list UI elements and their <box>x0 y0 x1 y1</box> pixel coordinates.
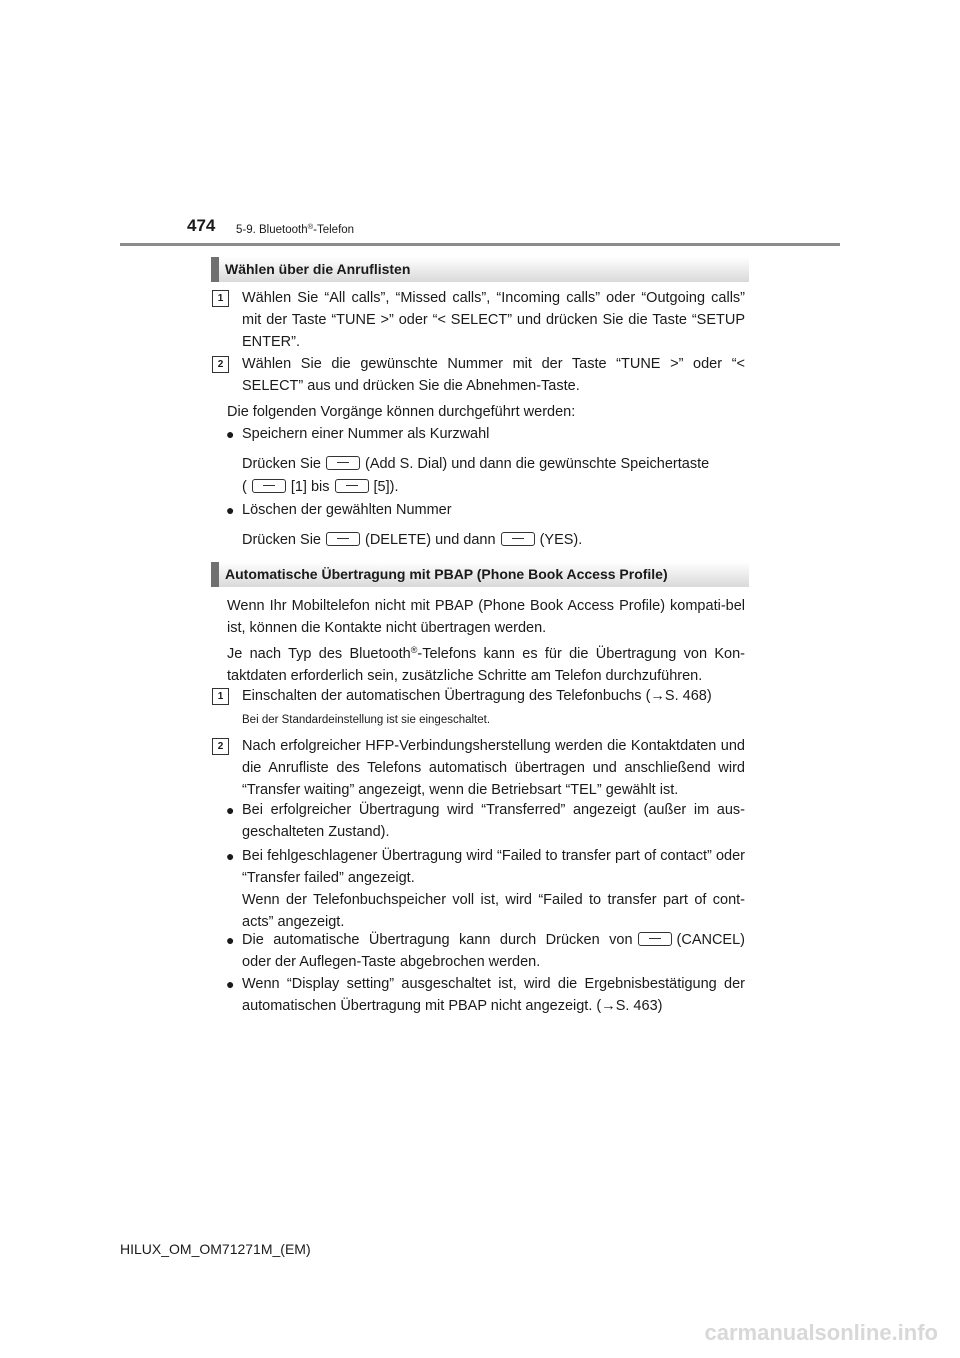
default-setting-note: Bei der Standardeinstellung ist sie eingeschaltet. <box>242 714 491 726</box>
instruction-text: (Add S. Dial) und dann die gewünschte Speichertaste <box>364 456 710 472</box>
hardware-button-icon <box>335 479 369 493</box>
step-1-text: Einschalten der automatischen Übertragung des Telefonbuchs (→S. 468) <box>242 688 712 704</box>
bullet-transferred: Bei erfolgreicher Übertragung wird “Transferred” angezeigt (außer im aus-geschalteten Zustand). <box>242 802 745 840</box>
section-suffix: -Telefon <box>313 224 355 236</box>
bullet-icon: ● <box>226 802 235 818</box>
step-badge-1: 1 <box>212 290 229 307</box>
instruction-text: [5]). <box>373 479 399 495</box>
para-text: Je nach Typ des Bluetooth <box>227 646 411 662</box>
instruction-text: (DELETE) und dann <box>364 532 496 548</box>
hardware-button-icon <box>501 532 535 546</box>
bullet-speed-dial: Speichern einer Nummer als Kurzwahl <box>242 426 490 442</box>
bullet-icon: ● <box>226 976 235 992</box>
step-badge-2: 2 <box>212 738 229 755</box>
speed-dial-instruction <box>242 453 745 475</box>
phone-type-para <box>227 643 745 687</box>
bullet-cancel-transfer <box>242 929 745 973</box>
heading-pbap-transfer: Automatische Übertragung mit PBAP (Phone Book Access Profile) <box>211 562 749 587</box>
instruction-text: Drücken Sie <box>242 456 321 472</box>
hardware-button-icon <box>252 479 286 493</box>
step-badge-2: 2 <box>212 356 229 373</box>
bullet-delete-number: Löschen der gewählten Nummer <box>242 502 452 518</box>
instruction-text: [1] bis <box>290 479 330 495</box>
hardware-button-icon <box>638 932 672 946</box>
registered-mark: ® <box>307 222 314 231</box>
document-id: HILUX_OM_OM71271M_(EM) <box>120 1241 311 1257</box>
header-rule <box>120 243 840 246</box>
operations-intro: Die folgenden Vorgänge können durchgeführt werden: <box>227 404 576 420</box>
bullet-icon: ● <box>226 426 235 442</box>
pbap-compat-para: Wenn Ihr Mobiltelefon nicht mit PBAP (Phone Book Access Profile) kompati-bel ist, können die Kontakte nicht übertragen werden. <box>227 598 745 636</box>
hardware-button-icon <box>326 456 360 470</box>
step-2-text: Nach erfolgreicher HFP-Verbindungsherstellung werden die Kontaktdaten und die Anrufliste des Telefons automatisch übertragen und anschließend wird “Transfer waiting” angezeigt, wenn die Betriebsart “TEL” gewählt ist. <box>242 738 745 798</box>
watermark-logo: carmanualsonline.info <box>704 1320 938 1345</box>
step-2-text: Wählen Sie die gewünschte Nummer mit der Taste “TUNE >” oder “< SELECT” aus und drücken Sie die Abnehmen-Taste. <box>242 356 745 394</box>
bullet-text: Die automatische Übertragung kann durch Drücken von <box>242 932 633 948</box>
section-name: 5-9. Bluetooth <box>236 224 308 236</box>
section-title <box>236 222 354 236</box>
instruction-text: (YES). <box>539 532 583 548</box>
step-badge-1: 1 <box>212 688 229 705</box>
bullet-icon: ● <box>226 932 235 948</box>
bullet-text: (CANCEL) oder der Auflegen-Taste abgebrochen werden. <box>242 932 745 970</box>
hardware-button-icon <box>326 532 360 546</box>
bullet-transfer-failed: Bei fehlgeschlagener Übertragung wird “Failed to transfer part of contact” oder “Transfer failed” angezeigt. <box>242 848 745 886</box>
instruction-text: ( <box>242 479 247 495</box>
bullet-icon: ● <box>226 502 235 518</box>
instruction-text: Drücken Sie <box>242 532 321 548</box>
speed-dial-instruction-cont <box>242 476 745 498</box>
heading-call-lists: Wählen über die Anruflisten <box>211 257 749 282</box>
step-1-text: Wählen Sie “All calls”, “Missed calls”, “Incoming calls” oder “Outgoing calls” mit der Taste “TUNE >” oder “< SELECT” und drücken Sie die Taste “SETUP ENTER”. <box>242 290 745 350</box>
bullet-display-setting: Wenn “Display setting” ausgeschaltet ist, wird die Ergebnisbestätigung der automatischen Übertragung mit PBAP nicht angezeigt. (→S. 463) <box>242 976 745 1014</box>
delete-instruction <box>242 529 745 551</box>
registered-mark: ® <box>410 645 418 655</box>
page-number: 474 <box>187 216 216 235</box>
para-text: -Telefons kann es für die Übertragung von Kon-taktdaten erforderlich sein, zusätzliche Schritte am Telefon durchzuführen. <box>227 646 745 684</box>
memory-full-text: Wenn der Telefonbuchspeicher voll ist, wird “Failed to transfer part of cont-acts” angezeigt. <box>242 892 745 930</box>
bullet-icon: ● <box>226 848 235 864</box>
